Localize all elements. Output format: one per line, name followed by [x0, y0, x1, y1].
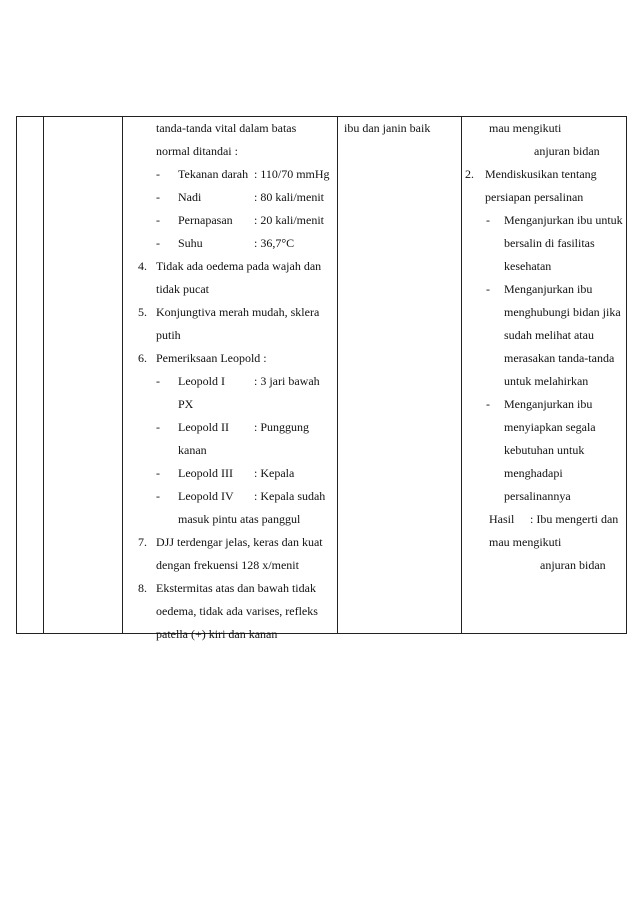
text-line: dengan frekuensi 128 x/menit [156, 558, 299, 572]
text-line: kebutuhan untuk [504, 443, 585, 457]
cell-plan [462, 117, 627, 634]
vital-label: Tekanan darah [178, 167, 249, 181]
text-line: patella (+) kiri dan kanan [156, 627, 278, 641]
text-line: anjuran bidan [540, 558, 606, 572]
text-line: putih [156, 328, 181, 342]
result-value: : Ibu mengerti dan [530, 512, 619, 526]
vital-value: : 110/70 mmHg [254, 167, 330, 181]
text-line: untuk melahirkan [504, 374, 589, 388]
leopold-value: : Punggung [254, 420, 310, 434]
vital-value: : 20 kali/menit [254, 213, 324, 227]
leopold-value: : Kepala [254, 466, 295, 480]
bullet-dash: - [156, 374, 160, 388]
text-line: oedema, tidak ada varises, refleks [156, 604, 318, 618]
care-table [16, 116, 627, 641]
text-line: merasakan tanda-tanda [504, 351, 615, 365]
text-line: menghubungi bidan jika [504, 305, 621, 319]
list-number: 5. [138, 305, 147, 319]
text-line: Pemeriksaan Leopold : [156, 351, 267, 365]
list-number: 2. [465, 167, 474, 181]
leopold-label: Leopold I [178, 374, 225, 388]
text-line: persiapan persalinan [485, 190, 584, 204]
bullet-dash: - [156, 167, 160, 181]
cell-date [44, 117, 123, 634]
list-number: 6. [138, 351, 147, 365]
bullet-dash: - [156, 420, 160, 434]
bullet-dash: - [486, 213, 490, 227]
text-line: mau mengikuti [489, 121, 562, 135]
list-number: 8. [138, 581, 147, 595]
vital-value: : 36,7°C [254, 236, 295, 250]
leopold-continuation: kanan [178, 443, 207, 457]
bullet-dash: - [156, 466, 160, 480]
bullet-dash: - [156, 190, 160, 204]
vital-label: Suhu [178, 236, 203, 250]
text-line: tidak pucat [156, 282, 209, 296]
text-line: tanda-tanda vital dalam batas [156, 121, 297, 135]
leopold-continuation: PX [178, 397, 194, 411]
text-line: Tidak ada oedema pada wajah dan [156, 259, 322, 273]
text-line: normal ditandai : [156, 144, 238, 158]
vital-label: Nadi [178, 190, 202, 204]
cell-objective-findings [123, 117, 338, 641]
bullet-dash: - [156, 213, 160, 227]
text-line: sudah melihat atau [504, 328, 594, 342]
text-line: Konjungtiva merah mudah, sklera [156, 305, 320, 319]
text-line: kesehatan [504, 259, 552, 273]
text-line: mau mengikuti [489, 535, 562, 549]
cell-assessment [338, 117, 462, 634]
text-line: DJJ terdengar jelas, keras dan kuat [156, 535, 323, 549]
bullet-dash: - [156, 489, 160, 503]
text-line: anjuran bidan [534, 144, 600, 158]
leopold-continuation: masuk pintu atas panggul [178, 512, 301, 526]
text-line: Menganjurkan ibu untuk [504, 213, 623, 227]
cell-number [17, 117, 44, 634]
text-line: Mendiskusikan tentang [485, 167, 597, 181]
table-row [17, 117, 627, 634]
leopold-value: : 3 jari bawah [254, 374, 320, 388]
leopold-label: Leopold IV [178, 489, 234, 503]
vital-label: Pernapasan [178, 213, 233, 227]
leopold-label: Leopold III [178, 466, 233, 480]
list-number: 7. [138, 535, 147, 549]
text-line: bersalin di fasilitas [504, 236, 595, 250]
text-line: persalinannya [504, 489, 571, 503]
bullet-dash: - [486, 282, 490, 296]
leopold-label: Leopold II [178, 420, 229, 434]
bullet-dash: - [486, 397, 490, 411]
text-line: menghadapi [504, 466, 563, 480]
vital-value: : 80 kali/menit [254, 190, 324, 204]
text-line: menyiapkan segala [504, 420, 596, 434]
text-line: Menganjurkan ibu [504, 397, 593, 411]
text-line: Ekstermitas atas dan bawah tidak [156, 581, 316, 595]
list-number: 4. [138, 259, 147, 273]
text-line: Menganjurkan ibu [504, 282, 593, 296]
bullet-dash: - [156, 236, 160, 250]
text-line: ibu dan janin baik [344, 121, 431, 135]
leopold-value: : Kepala sudah [254, 489, 326, 503]
result-label: Hasil [489, 512, 515, 526]
